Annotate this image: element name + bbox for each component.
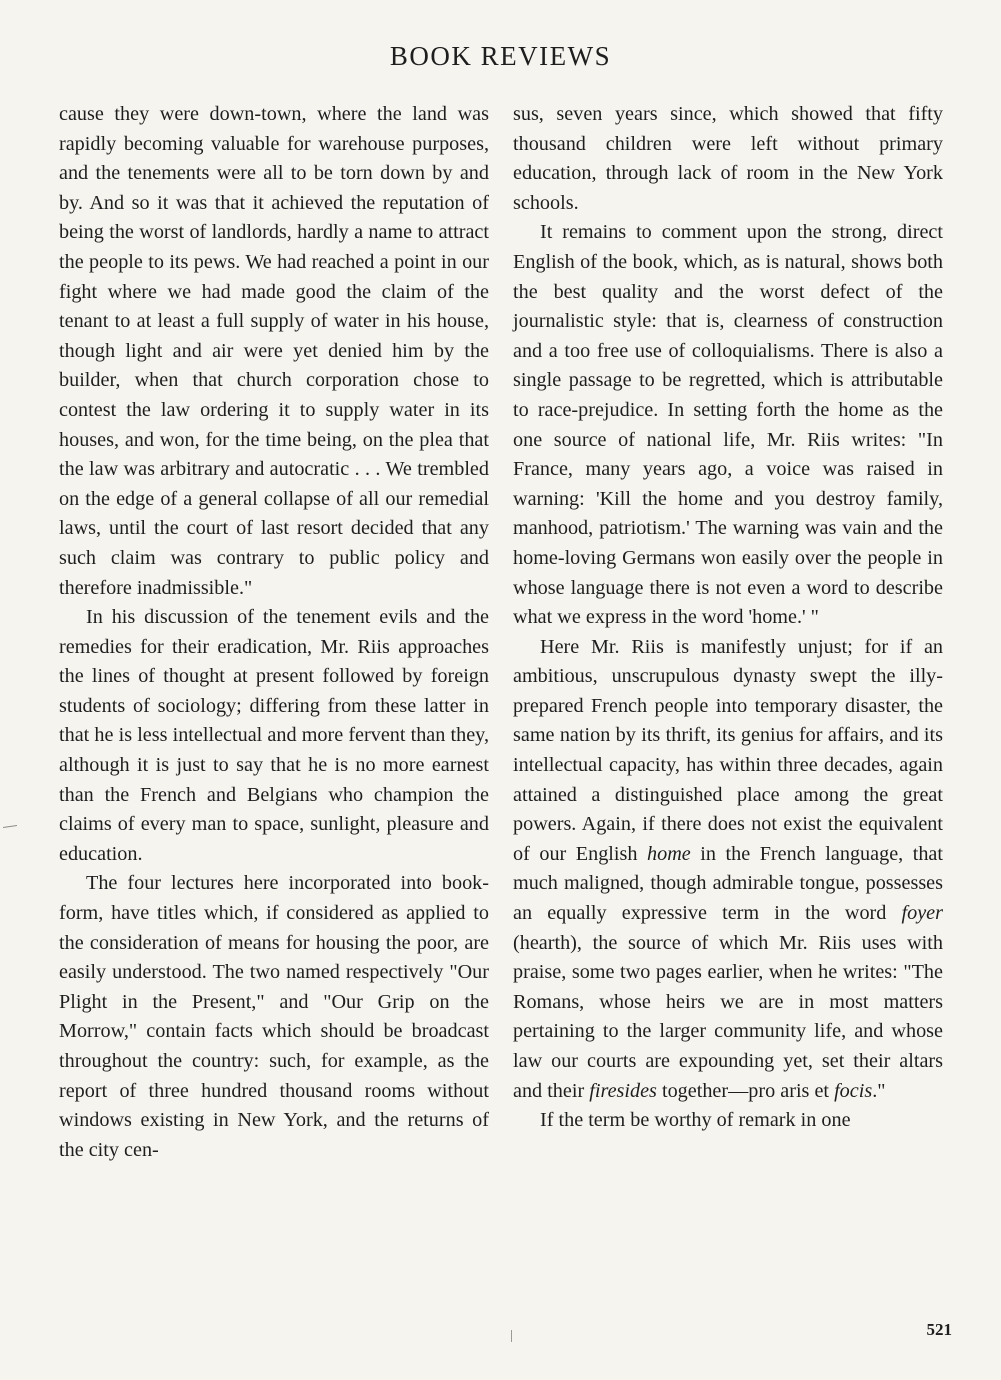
paragraph [513, 633, 943, 1107]
paragraph: The four lectures here incorporated into book-form, have titles which, if considered as applied to the consideration of means for housing the poor, are easily understood. The two named respectively "Our Plight in the Present," and "Our Grip on the Morrow," contain facts which should be broadcast throughout the country: such, for example, as the report of three hundred thousand rooms without windows existing in New York, and the returns of the city cen- [59, 872, 489, 1161]
margin-mark [3, 825, 17, 828]
paragraph: sus, seven years since, which showed that fifty thousand children were left without primary education, through lack of room in the New York schools. [513, 103, 943, 214]
left-column [59, 100, 489, 1165]
italic-word: home [647, 842, 691, 865]
gutter-mark [511, 1330, 512, 1342]
text-run: in the French language, that much maligned, though admirable tongue, possesses an equally expressive term in the word [513, 842, 944, 925]
text-run: (hearth), the source of which Mr. Riis uses with praise, some two pages earlier, when he writes: "The Romans, whose heirs we are in most matters pertaining to the larger community life, and whose law our courts are expounding yet, set their altars and their [513, 931, 943, 1102]
paragraph: It remains to comment upon the strong, direct English of the book, which, as is natural, shows both the best quality and the worst defect of the journalistic style: that is, clearness of construction and a too free use of colloquialisms. There is also a single passage to be regretted, which is attributable to race-prejudice. In setting forth the home as the one source of national life, Mr. Riis writes: "In France, many years ago, a voice was raised in warning: 'Kill the home and you destroy family, manhood, patriotism.' The warning was vain and the home-loving Germans won easily over the people in whose language there is not even a word to describe what we express in the word 'home.' " [513, 221, 943, 629]
paragraph: If the term be worthy of remark in one [540, 1109, 851, 1132]
running-head: BOOK REVIEWS [389, 41, 612, 71]
right-column [513, 100, 943, 1136]
paragraph: In his discussion of the tenement evils and the remedies for their eradication, Mr. Riis approaches the lines of thought at present followed by foreign students of sociology; differing from these latter in that he is less intellectual and more fervent than they, although it is just to say that he is no more earnest than the French and Belgians who champion the claims of every man to space, sunlight, pleasure and education. [59, 606, 489, 865]
page-number: 521 [926, 1320, 952, 1339]
text-run: together—pro aris et [656, 1079, 835, 1102]
italic-word: focis [834, 1079, 873, 1102]
italic-word: foyer [901, 902, 943, 925]
text-run: ." [872, 1079, 886, 1102]
paragraph: cause they were down-town, where the land was rapidly becoming valuable for warehouse purposes, and the tenements were all to be torn down by and by. And so it was that it achieved the reputation of being the worst of landlords, hardly a name to attract the people to its pews. We had reached a point in our fight where we had made good the claim of the tenant to at least a full supply of water in his house, though light and air were yet denied him by the builder, when that church corporation chose to contest the law ordering it to supply water in its houses, and won, for the time being, on the plea that the law was arbitrary and autocratic . . . We trembled on the edge of a general collapse of all our remedial laws, until the court of last resort decided that any such claim was contrary to public policy and therefore inadmissible." [59, 103, 489, 599]
italic-word: firesides [589, 1079, 657, 1102]
text-run: Here Mr. Riis is manifestly unjust; for if an ambitious, unscrupulous dynasty swept the illy-prepared French people into temporary disaster, the same nation by its thrift, its genius for affairs, and its intellectual capacity, has within three decades, again attained a distinguished place among the great powers. Again, if there does not exist the equivalent of our English [513, 635, 943, 865]
